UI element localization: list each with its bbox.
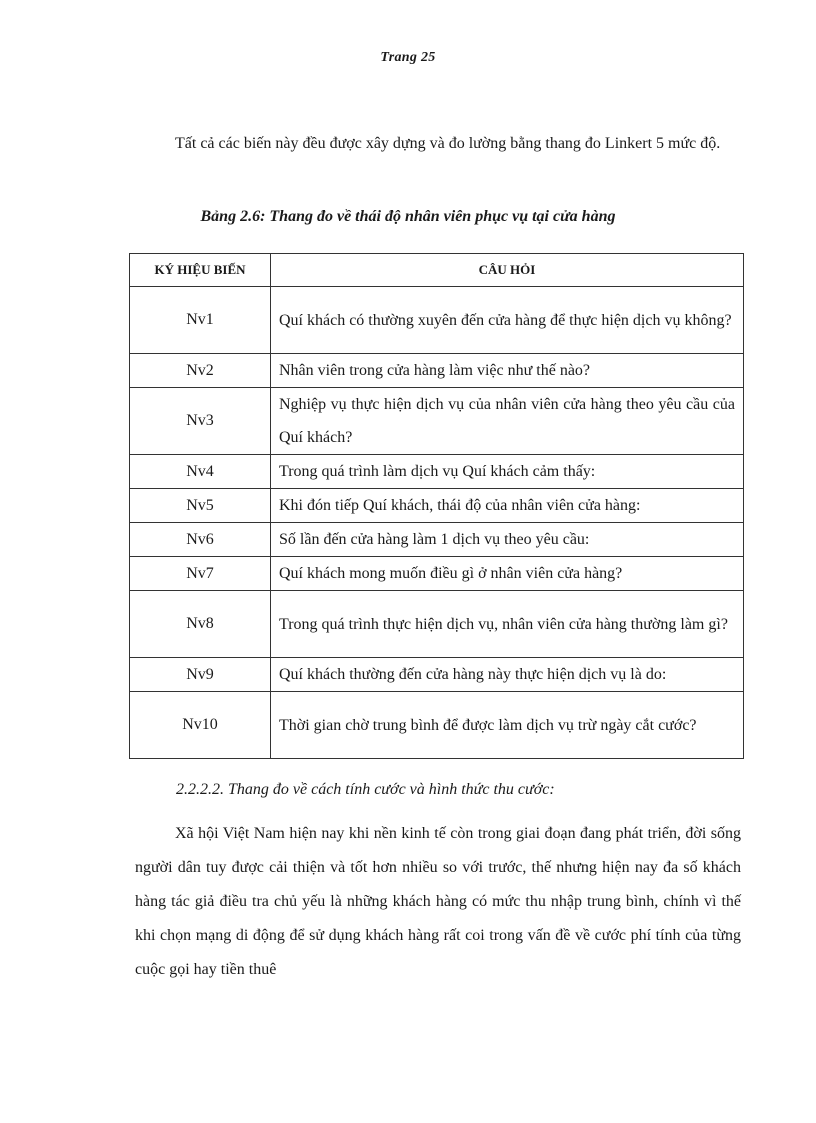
table-row xyxy=(130,489,744,523)
table-row xyxy=(130,388,744,455)
variable-code: Nv3 xyxy=(130,388,271,455)
table-row xyxy=(130,557,744,591)
header-variable-code: KÝ HIỆU BIẾN xyxy=(130,254,271,287)
variable-code: Nv1 xyxy=(130,287,271,354)
question-text: Quí khách có thường xuyên đến cửa hàng để thực hiện dịch vụ không? xyxy=(271,287,744,354)
section-heading: 2.2.2.2. Thang đo về cách tính cước và hình thức thu cước: xyxy=(176,781,555,798)
question-text: Quí khách thường đến cửa hàng này thực hiện dịch vụ là do: xyxy=(271,658,744,692)
variable-code: Nv7 xyxy=(130,557,271,591)
variable-code: Nv8 xyxy=(130,591,271,658)
table-row xyxy=(130,523,744,557)
table-row xyxy=(130,455,744,489)
question-text: Trong quá trình thực hiện dịch vụ, nhân viên cửa hàng thường làm gì? xyxy=(271,591,744,658)
intro-paragraph xyxy=(135,127,741,161)
question-text: Thời gian chờ trung bình để được làm dịch vụ trừ ngày cắt cước? xyxy=(271,692,744,759)
intro-text: Tất cả các biến này đều được xây dựng và đo lường bằng thang đo Linkert 5 mức độ. xyxy=(175,135,721,152)
variable-code: Nv10 xyxy=(130,692,271,759)
table-row xyxy=(130,591,744,658)
variable-code: Nv9 xyxy=(130,658,271,692)
table-row xyxy=(130,354,744,388)
table-header-row xyxy=(130,254,744,287)
table-caption: Bảng 2.6: Thang đo về thái độ nhân viên phục vụ tại cửa hàng xyxy=(200,208,616,225)
variable-code: Nv5 xyxy=(130,489,271,523)
variable-code: Nv2 xyxy=(130,354,271,388)
variable-code: Nv6 xyxy=(130,523,271,557)
variable-table xyxy=(129,253,744,759)
question-text: Số lần đến cửa hàng làm 1 dịch vụ theo yêu cầu: xyxy=(271,523,744,557)
body-text: Xã hội Việt Nam hiện nay khi nền kinh tế còn trong giai đoạn đang phát triển, đời sống người dân tuy được cải thiện và tốt hơn nhiều so với trước, thế nhưng hiện nay đa số khách hàng tác giả điều tra chủ yếu là những khách hàng có mức thu nhập trung bình, chính vì thế khi chọn mạng di động để sử dụng khách hàng rất coi trong vấn đề về cước phí tính của từng cuộc gọi hay tiền thuê xyxy=(135,825,741,978)
table-row xyxy=(130,692,744,759)
body-paragraph xyxy=(135,817,741,987)
table-row xyxy=(130,658,744,692)
question-text: Nghiệp vụ thực hiện dịch vụ của nhân viên cửa hàng theo yêu cầu của Quí khách? xyxy=(271,388,744,455)
page-number-header: Trang 25 xyxy=(380,50,436,65)
header-question: CÂU HỎI xyxy=(271,254,744,287)
question-text: Trong quá trình làm dịch vụ Quí khách cảm thấy: xyxy=(271,455,744,489)
question-text: Nhân viên trong cửa hàng làm việc như thế nào? xyxy=(271,354,744,388)
question-text: Khi đón tiếp Quí khách, thái độ của nhân viên cửa hàng: xyxy=(271,489,744,523)
table-row xyxy=(130,287,744,354)
question-text: Quí khách mong muốn điều gì ở nhân viên cửa hàng? xyxy=(271,557,744,591)
variable-code: Nv4 xyxy=(130,455,271,489)
